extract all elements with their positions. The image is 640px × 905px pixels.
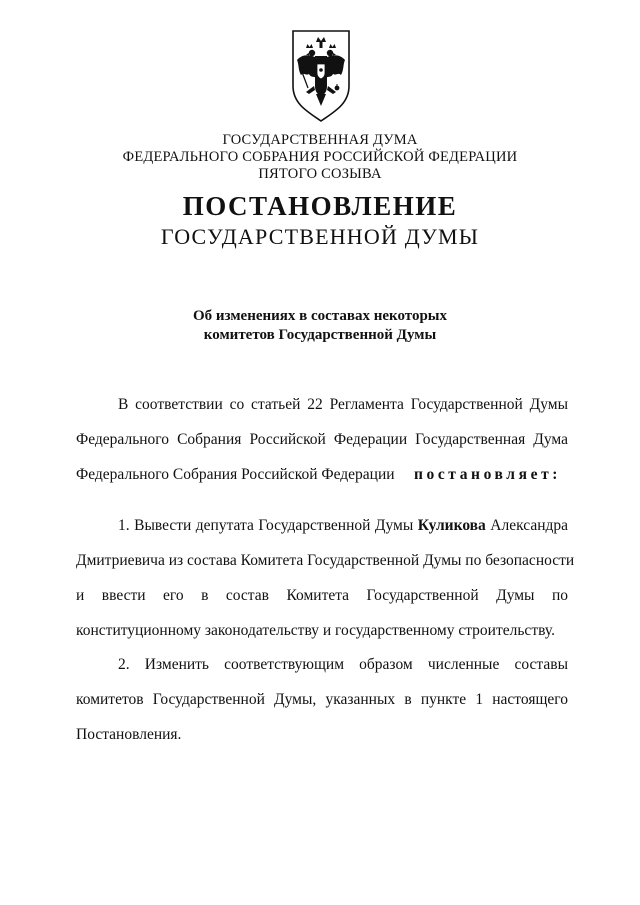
header-line-3: ПЯТОГО СОЗЫВА [258,166,382,182]
item1-line-1-pre: 1. Вывести депутата Государственной Думы [118,517,414,534]
subject-line-1: Об изменениях в составах некоторых [192,308,448,324]
document-title: ПОСТАНОВЛЕНИЕ [182,191,458,221]
item2-line-3: Постановления. [76,726,182,743]
item2-line-1: 2. Изменить соответствующим образом численные составы [118,656,568,673]
preamble-line-2: Федерального Собрания Российской Федерации Государственная Дума [76,431,568,448]
preamble-line-3 [76,465,568,485]
item1-line-3: и ввести его в состав Комитета Государственной Думы по [76,587,568,604]
item1-line-4: конституционному законодательству и государственному строительству. [76,622,555,639]
subject-line-2: комитетов Государственной Думы [203,327,437,343]
item1-line-1 [118,516,568,536]
decree-word: постановляет: [413,466,562,483]
item1-line-2: Дмитриевича из состава Комитета Государственной Думы по безопасности [76,552,575,569]
deputy-surname: Куликова [417,517,486,534]
preamble-line-1: В соответствии со статьей 22 Регламента Государственной Думы [118,396,568,413]
document-subtitle: ГОСУДАРСТВЕННОЙ ДУМЫ [160,224,480,249]
header-line-2: ФЕДЕРАЛЬНОГО СОБРАНИЯ РОССИЙСКОЙ ФЕДЕРАЦИИ [122,149,518,165]
item1-line-1-post: Александра [490,517,569,534]
coat-of-arms-emblem [290,28,352,124]
item2-line-2: комитетов Государственной Думы, указанных в пункте 1 настоящего [76,691,568,708]
preamble-line-3-text: Федерального Собрания Российской Федерации [76,466,395,483]
header-line-1: ГОСУДАРСТВЕННАЯ ДУМА [222,132,418,148]
